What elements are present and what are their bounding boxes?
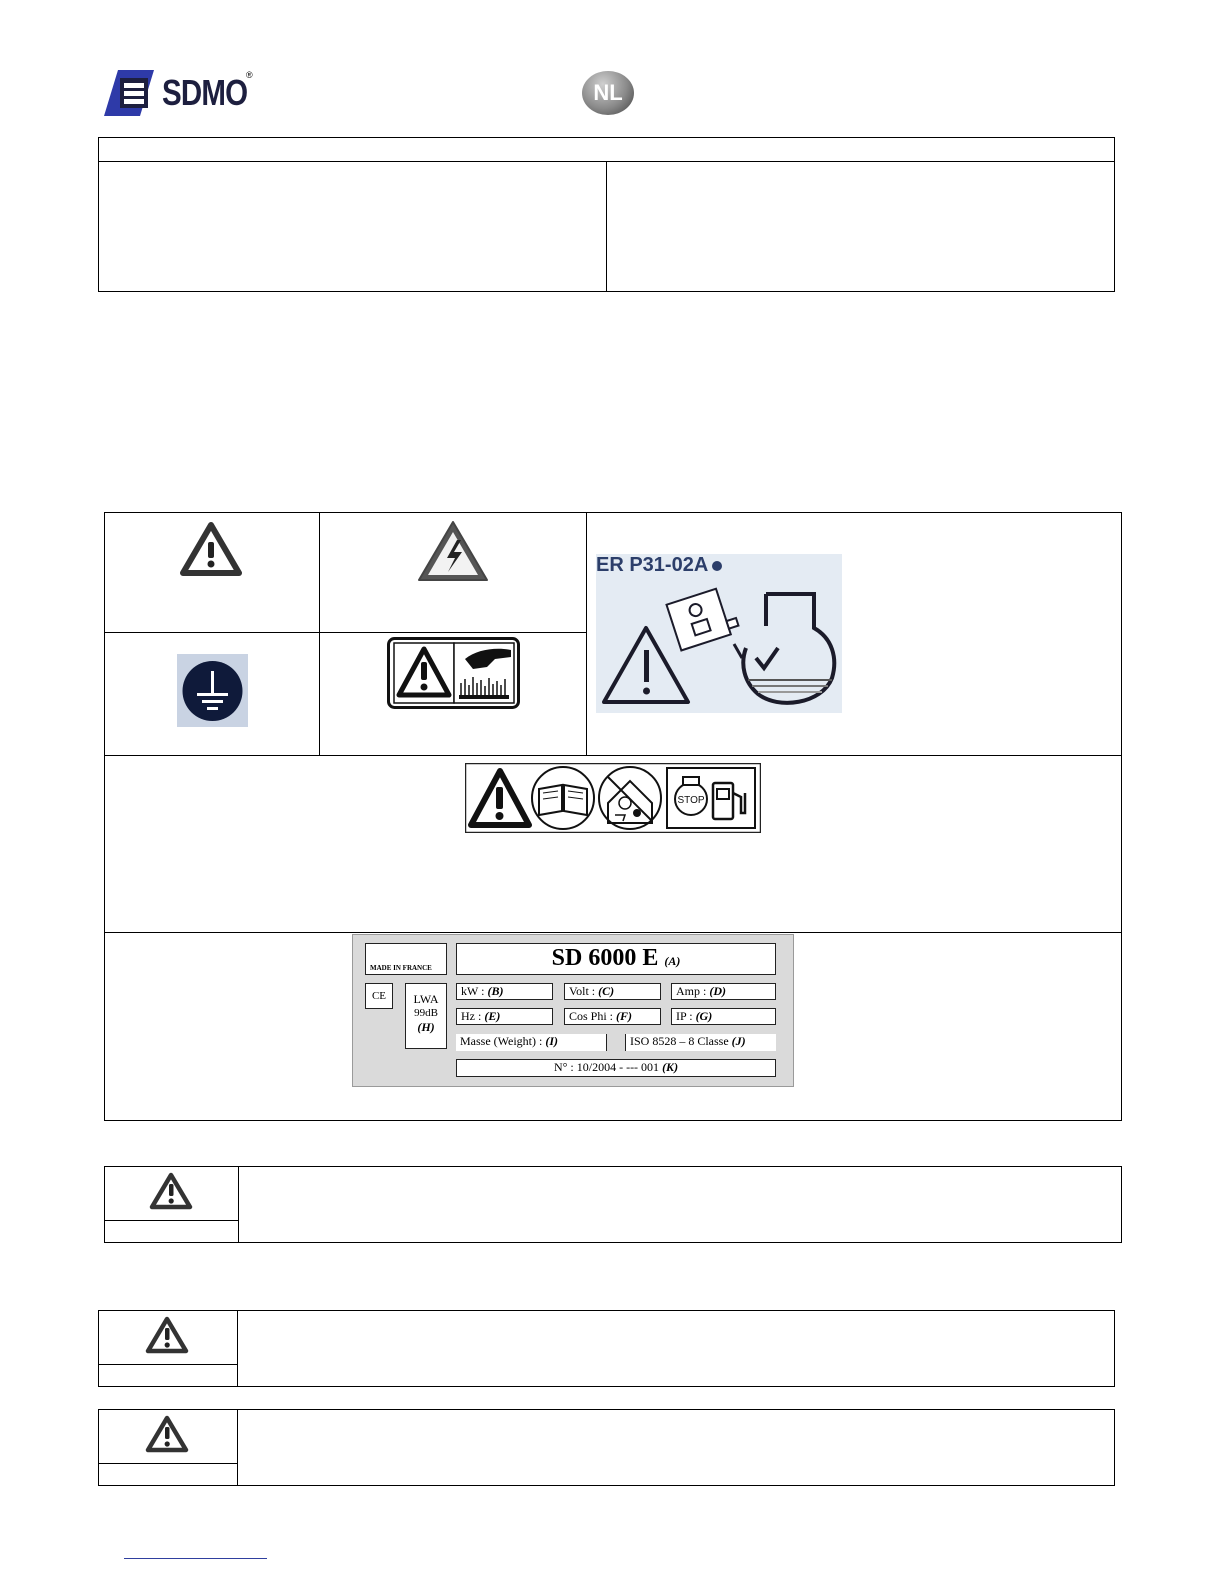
sdmo-logo: [104, 70, 259, 118]
ce-mark: [365, 983, 393, 1009]
lwa-value: 99dB: [414, 1007, 438, 1019]
cosphi-field: [564, 1008, 661, 1025]
warning-note-3: [98, 1409, 1115, 1486]
logo-text: SDMO: [162, 72, 248, 113]
warning-note-3-subline: [98, 1463, 237, 1464]
symbols-col-2: [586, 512, 587, 756]
hz-field: [456, 1008, 553, 1025]
oil-level-sticker: [596, 554, 842, 713]
warning-note-1: [104, 1166, 1122, 1243]
oil-dot-icon: [711, 560, 723, 572]
warning-note-3-divider: [237, 1409, 238, 1486]
hz-ref: (E): [484, 1009, 501, 1023]
warning-triangle-icon: [149, 1172, 193, 1210]
symbols-col-1: [319, 512, 320, 756]
symbols-row-3: [104, 932, 1122, 933]
model-ref: (A): [664, 954, 681, 968]
svg-text:STOP: STOP: [677, 795, 705, 806]
volt-label: Volt :: [569, 984, 596, 998]
exhaust-gas-icon: [599, 767, 661, 829]
kw-ref: (B): [487, 984, 504, 998]
model-name: SD 6000 E: [551, 945, 659, 971]
iso-label: ISO 8528 – 8 Classe: [630, 1034, 729, 1048]
warning-note-1-divider: [238, 1166, 239, 1243]
amp-ref: (D): [709, 984, 727, 998]
registered-mark: ®: [246, 70, 253, 80]
model-title: [456, 943, 776, 975]
warning-note-2-subline: [98, 1364, 237, 1365]
footer-link-underline: [124, 1558, 267, 1559]
masse-field: [456, 1034, 607, 1051]
kw-label: kW :: [461, 984, 485, 998]
warning-triangle-icon: [145, 1316, 189, 1354]
rating-plate: [352, 934, 794, 1087]
read-manual-icon: [532, 767, 594, 829]
earth-ground-icon: [177, 654, 248, 727]
safety-pictogram-strip: [465, 763, 761, 833]
hz-label: Hz :: [461, 1009, 482, 1023]
lwa-label: LWA: [413, 992, 439, 1006]
masse-label: Masse (Weight) :: [460, 1034, 543, 1048]
made-in-label: MADE IN FRANCE: [370, 964, 432, 972]
ip-field: [671, 1008, 776, 1025]
volt-ref: (C): [598, 984, 615, 998]
volt-field: [564, 983, 661, 1000]
symbols-row-2: [104, 755, 1122, 756]
ip-label: IP :: [676, 1009, 693, 1023]
warning-note-1-subline: [104, 1220, 238, 1221]
warning-note-2: [98, 1310, 1115, 1387]
warning-triangle-icon: [180, 522, 242, 576]
cosphi-ref: (F): [616, 1009, 633, 1023]
ce-label: CE: [371, 990, 387, 1002]
iso-field: [625, 1034, 776, 1051]
sdmo-logo-mark-icon: [104, 70, 160, 118]
kw-field: [456, 983, 553, 1000]
warning-note-2-divider: [237, 1310, 238, 1387]
hot-surface-icon: [387, 637, 520, 709]
serial-ref: (K): [662, 1060, 679, 1074]
top-table-column-divider: [606, 161, 607, 292]
amp-label: Amp :: [676, 984, 707, 998]
serial-label: N° : 10/2004 - --- 001: [553, 1060, 660, 1074]
electric-hazard-icon: [417, 520, 489, 583]
cosphi-label: Cos Phi :: [569, 1009, 614, 1023]
oil-warning-engine-icon: [596, 578, 842, 713]
sound-power-box: [405, 983, 447, 1049]
language-badge: NL: [582, 71, 634, 115]
masse-ref: (I): [545, 1034, 559, 1048]
amp-field: [671, 983, 776, 1000]
symbols-row-1: [104, 632, 586, 633]
iso-ref: (J): [731, 1034, 746, 1048]
lwa-ref: (H): [417, 1020, 435, 1034]
warning-triangle-icon: [145, 1415, 189, 1453]
oil-sticker-code: ER P31-02A: [596, 554, 709, 576]
made-in-france: [365, 943, 447, 975]
serial-field: [456, 1059, 776, 1077]
ip-ref: (G): [695, 1009, 713, 1023]
